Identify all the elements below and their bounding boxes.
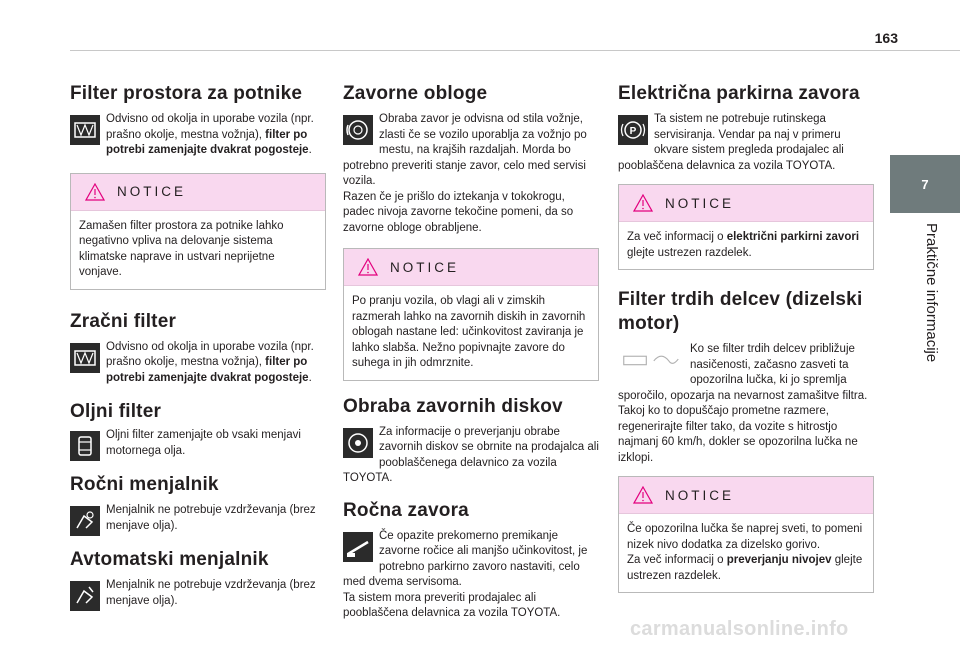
chapter-title: Praktične informacije — [923, 223, 940, 363]
parking-brake-icon — [618, 115, 648, 145]
brake-pads-text-2: Razen če je prišlo do iztekanja v tokokrogu, padec nivoja zavorne tekočine pomeni, da so zavorne obloge obrabljene. — [343, 190, 574, 234]
section-title-handbrake: Ročna zavora — [343, 499, 469, 521]
notice-text: Za več informacij o električni parkirni zavori glejte ustrezen razdelek. — [627, 231, 860, 259]
section-title-brake-disc-wear: Obraba zavornih diskov — [343, 395, 563, 417]
automatic-gearbox-icon — [70, 581, 100, 611]
header-rule — [70, 50, 960, 51]
section-title-particle-filter: Filter trdih delcev (dizelski motor) — [618, 289, 863, 334]
chapter-number: 7 — [921, 176, 929, 192]
cabin-filter-text: Odvisno od okolja in uporabe vozila (npr. prašno okolje, mestna vožnja), filter po potrebi zamenjajte dvakrat pogosteje. — [106, 113, 314, 156]
particle-filter-text-2: Takoj ko to dopuščajo prometne razmere, regenerirajte filter tako, da vozite s hitrostjo najmanj 60 km/h, dokler se opozorilna lučka ne izklopi. — [618, 405, 858, 464]
section-title-air-filter: Zračni filter — [70, 310, 177, 332]
oil-filter-text: Oljni filter zamenjajte ob vsaki menjavi motornega olja. — [106, 429, 301, 457]
brake-pads-icon — [343, 115, 373, 145]
column-2 — [343, 82, 599, 622]
warning-triangle-icon — [633, 486, 653, 504]
brake-disc-text: Za informacije o preverjanju obrabe zavornih diskov se obrnite na prodajalca ali pooblaščenega delavnico za vozila TOYOTA. — [343, 425, 599, 484]
notice-title: NOTICE — [117, 184, 187, 199]
notice-cabin-filter — [70, 173, 326, 290]
page-number: 163 — [874, 30, 898, 46]
section-title-cabin-filter: Filter prostora za potnike — [70, 83, 303, 104]
air-filter-icon — [70, 343, 100, 373]
notice-title: NOTICE — [665, 195, 735, 211]
notice-title: NOTICE — [665, 487, 735, 503]
handbrake-text-2: Ta sistem mora preveriti prodajalec ali pooblaščena delavnica za vozila TOYOTA. — [343, 591, 561, 619]
particle-filter-text: Ko se filter trdih delcev približuje nasičenosti, začasno zasveti ta opozorilna lučka, ki jo spremlja sporočilo, opozarja na nevarnost zamašitve filtra. — [618, 343, 868, 402]
notice-text: Če opozorilna lučka še naprej sveti, to pomeni nizek nivo dodatka za dizelsko gorivo. Za več informacij o preverjanju nivojev glejte ustrezen razdelek. — [627, 523, 863, 582]
particle-filter-icon — [618, 345, 684, 375]
warning-triangle-icon — [358, 258, 378, 276]
oil-filter-icon — [70, 431, 100, 461]
brake-disc-icon — [343, 428, 373, 458]
notice-title: NOTICE — [390, 259, 460, 275]
section-title-electric-parking-brake: Električna parkirna zavora — [618, 83, 860, 104]
brake-pads-text: Obraba zavor je odvisna od stila vožnje, zlasti če se vozilo uporablja za vožnjo po mestu, na krajših razdaljah. Morda bo potrebno preveriti stanje zavor, celo med servisi vozila. — [343, 113, 587, 187]
handbrake-icon — [343, 532, 373, 562]
section-title-manual-gearbox: Ročni menjalnik — [70, 474, 219, 495]
manual-gearbox-text: Menjalnik ne potrebuje vzdrževanja (brez menjave olja). — [106, 504, 316, 532]
parking-brake-text: Ta sistem ne potrebuje rutinskega servisiranja. Vendar pa naj v primeru okvare sistem pregleda prodajalec ali pooblaščena delavnica za vozila TOYOTA. — [618, 113, 844, 172]
warning-triangle-icon — [85, 183, 105, 201]
cabin-filter-icon — [70, 115, 100, 145]
notice-parking-brake — [618, 184, 874, 270]
notice-particle-filter — [618, 476, 874, 593]
section-title-automatic-gearbox: Avtomatski menjalnik — [70, 549, 269, 570]
notice-text: Po pranju vozila, ob vlagi ali v zimskih razmerah lahko na zavornih diskih in zavornih oblogah nastane led: učinkovitost zaviranja je lahko slabša. Nežno popivnajte zavore do suhega in jih odmrznite. — [352, 295, 586, 369]
notice-brake-pads — [343, 248, 599, 381]
svg-text:P: P — [629, 126, 637, 137]
air-filter-text: Odvisno od okolja in uporabe vozila (npr. prašno okolje, mestna vožnja), filter po potrebi zamenjajte dvakrat pogosteje. — [106, 340, 314, 384]
notice-text: Zamašen filter prostora za potnike lahko negativno vpliva na delovanje sistema klimatske naprave in ustvari neprijetne vonjave. — [79, 219, 284, 278]
column-1 — [70, 82, 326, 613]
handbrake-text: Če opazite prekomerno premikanje zavorne ročice ali manjšo učinkovitost, je potrebno parkirno zavoro nastaviti, celo med dvema servisoma. — [343, 529, 588, 588]
chapter-tab[interactable] — [890, 155, 960, 213]
warning-triangle-icon — [633, 194, 653, 212]
section-title-brake-pads: Zavorne obloge — [343, 83, 488, 104]
automatic-gearbox-text: Menjalnik ne potrebuje vzdrževanja (brez menjave olja). — [106, 579, 316, 607]
section-title-oil-filter: Oljni filter — [70, 401, 162, 422]
manual-gearbox-icon — [70, 506, 100, 536]
column-3 — [618, 82, 874, 593]
watermark: carmanualsonline.info — [630, 618, 849, 640]
